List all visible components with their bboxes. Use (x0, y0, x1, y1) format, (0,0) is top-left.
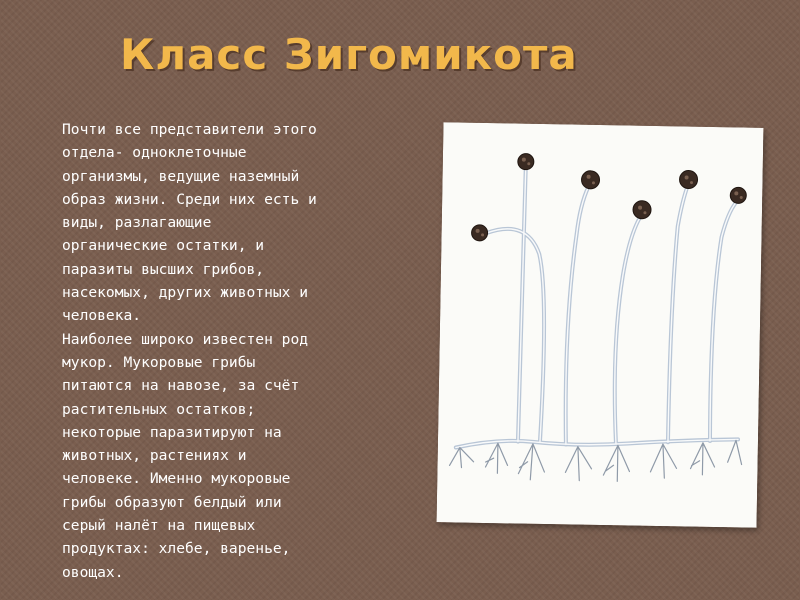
sporangium (679, 170, 697, 188)
text-line: питаются на навозе, за счёт (62, 377, 300, 395)
text-line: серый налёт на пищевых (62, 517, 256, 535)
text-line: паразиты высших грибов, (62, 260, 265, 278)
text-line: органические остатки, и (62, 237, 265, 255)
text-line: мукор. Мукоровые грибы (62, 353, 256, 371)
slide-title: Класс Зигомикота (120, 30, 578, 79)
mucor-illustration (437, 122, 764, 528)
text-line: растительных остатков; (62, 400, 256, 418)
text-line: грибы образуют белдый или (62, 493, 282, 511)
text-line: человеке. Именно мукоровые (62, 470, 291, 488)
text-line: образ жизни. Среди них есть и (62, 190, 317, 208)
sporangium (633, 201, 651, 219)
text-line: организмы, ведущие наземный (62, 167, 300, 185)
sporangium (581, 171, 599, 189)
sporangium (471, 225, 487, 241)
text-line: животных, растениях и (62, 447, 247, 465)
text-line: виды, разлагающие (62, 214, 212, 232)
body-text (62, 118, 392, 584)
text-line: человека. (62, 307, 142, 325)
sporangium (518, 154, 534, 170)
text-line: продуктах: хлебе, варенье, (62, 540, 291, 558)
text-line: насекомых, других животных и (62, 284, 309, 302)
text-line: овощах. (62, 563, 124, 581)
sporangium (730, 187, 746, 203)
text-line: Почти все представители этого (62, 121, 317, 138)
text-line: отдела- одноклеточные (62, 144, 247, 162)
mucor-drawing (437, 122, 764, 528)
text-line: Наиболее широко известен род (62, 330, 309, 348)
text-line: некоторые паразитируют на (62, 423, 282, 441)
